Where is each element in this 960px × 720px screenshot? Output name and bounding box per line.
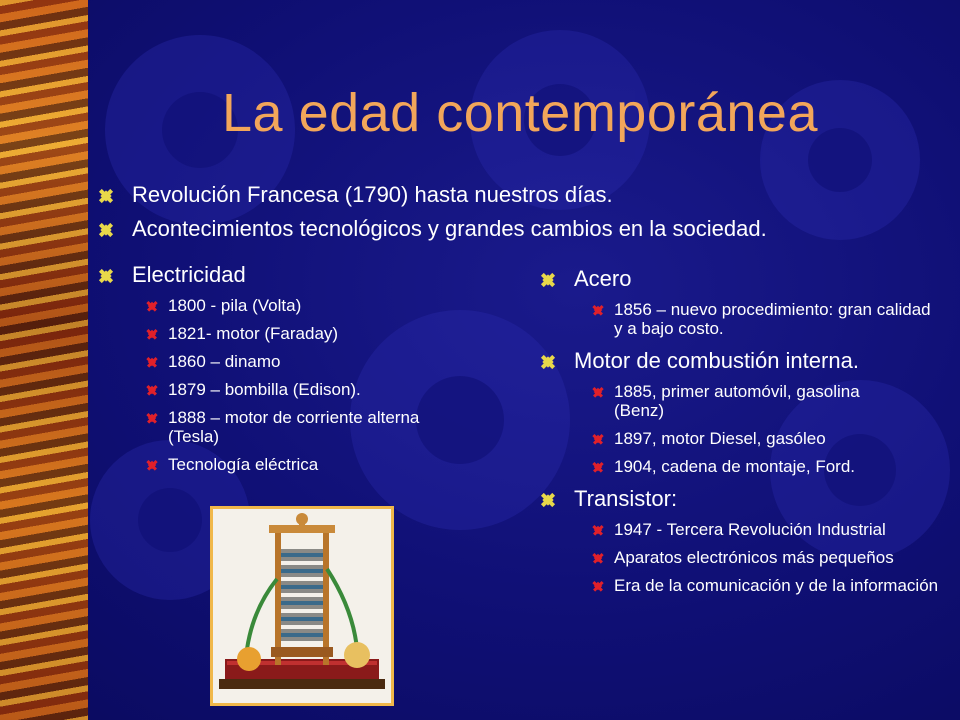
sub-bullet-icon xyxy=(590,431,607,448)
list-item-text: 1885, primer automóvil, gasolina (Benz) xyxy=(614,382,860,420)
list-item xyxy=(138,296,478,315)
sub-bullet-icon xyxy=(590,384,607,401)
sub-bullet-icon xyxy=(144,326,161,343)
sub-bullet-icon xyxy=(590,522,607,539)
section-heading xyxy=(98,262,478,288)
bullet-icon xyxy=(95,185,118,208)
list-item xyxy=(584,300,934,338)
list-item xyxy=(584,576,954,595)
list-item-text: 1897, motor Diesel, gasóleo xyxy=(614,429,826,448)
list-item xyxy=(138,408,448,446)
list-item xyxy=(584,382,914,420)
list-item-text: 1821- motor (Faraday) xyxy=(168,324,339,343)
sub-bullet-icon xyxy=(590,550,607,567)
list-item-text: 1904, cadena de montaje, Ford. xyxy=(614,457,855,476)
list-item xyxy=(138,380,478,399)
sub-bullet-icon xyxy=(144,354,161,371)
bullet-icon xyxy=(537,351,560,374)
section-heading xyxy=(540,486,950,512)
bullet-icon xyxy=(95,219,118,242)
list-item xyxy=(584,548,914,567)
list-item-text: Era de la comunicación y de la información xyxy=(614,576,939,595)
list-item-text: 1888 – motor de corriente alterna (Tesla) xyxy=(168,408,420,446)
sub-bullet-icon xyxy=(144,410,161,427)
list-item-text: 1879 – bombilla (Edison). xyxy=(168,380,361,399)
list-item-text: Aparatos electrónicos más pequeños xyxy=(614,548,894,567)
list-item-text: Tecnología eléctrica xyxy=(168,455,319,474)
heading-text: Motor de combustión interna. xyxy=(574,348,859,373)
list-item-text: 1800 - pila (Volta) xyxy=(168,296,302,315)
sub-bullet-icon xyxy=(590,302,607,319)
section-heading xyxy=(540,348,950,374)
heading-text: Electricidad xyxy=(132,262,246,287)
sub-bullet-icon xyxy=(590,578,607,595)
sub-bullet-icon xyxy=(144,382,161,399)
bullet-icon xyxy=(537,269,560,292)
voltaic-pile-illustration xyxy=(213,509,391,703)
sub-bullet-icon xyxy=(590,459,607,476)
bullet-icon xyxy=(95,265,118,288)
list-item xyxy=(138,324,478,343)
sub-bullet-icon xyxy=(144,457,161,474)
sub-bullet-icon xyxy=(144,298,161,315)
left-column xyxy=(98,262,478,474)
list-item xyxy=(584,457,914,476)
list-item-text: 1860 – dinamo xyxy=(168,352,281,371)
section-heading xyxy=(540,266,950,292)
list-item xyxy=(584,429,950,448)
list-item-text: 1947 - Tercera Revolución Industrial xyxy=(614,520,886,539)
list-item xyxy=(138,352,478,371)
intro-item xyxy=(98,182,948,208)
intro-text: Revolución Francesa (1790) hasta nuestros días. xyxy=(132,182,613,207)
list-item xyxy=(138,455,478,474)
intro-list xyxy=(98,182,948,242)
list-item-text: 1856 – nuevo procedimiento: gran calidad y a bajo costo. xyxy=(614,300,931,338)
intro-item xyxy=(98,216,948,242)
page-title: La edad contemporánea xyxy=(222,83,818,143)
heading-text: Transistor: xyxy=(574,486,678,511)
bullet-icon xyxy=(537,489,560,512)
right-column xyxy=(540,266,950,595)
list-item xyxy=(584,520,914,539)
intro-text: Acontecimientos tecnológicos y grandes cambios en la sociedad. xyxy=(132,216,767,241)
voltaic-pile-image xyxy=(210,506,394,706)
heading-text: Acero xyxy=(574,266,632,291)
